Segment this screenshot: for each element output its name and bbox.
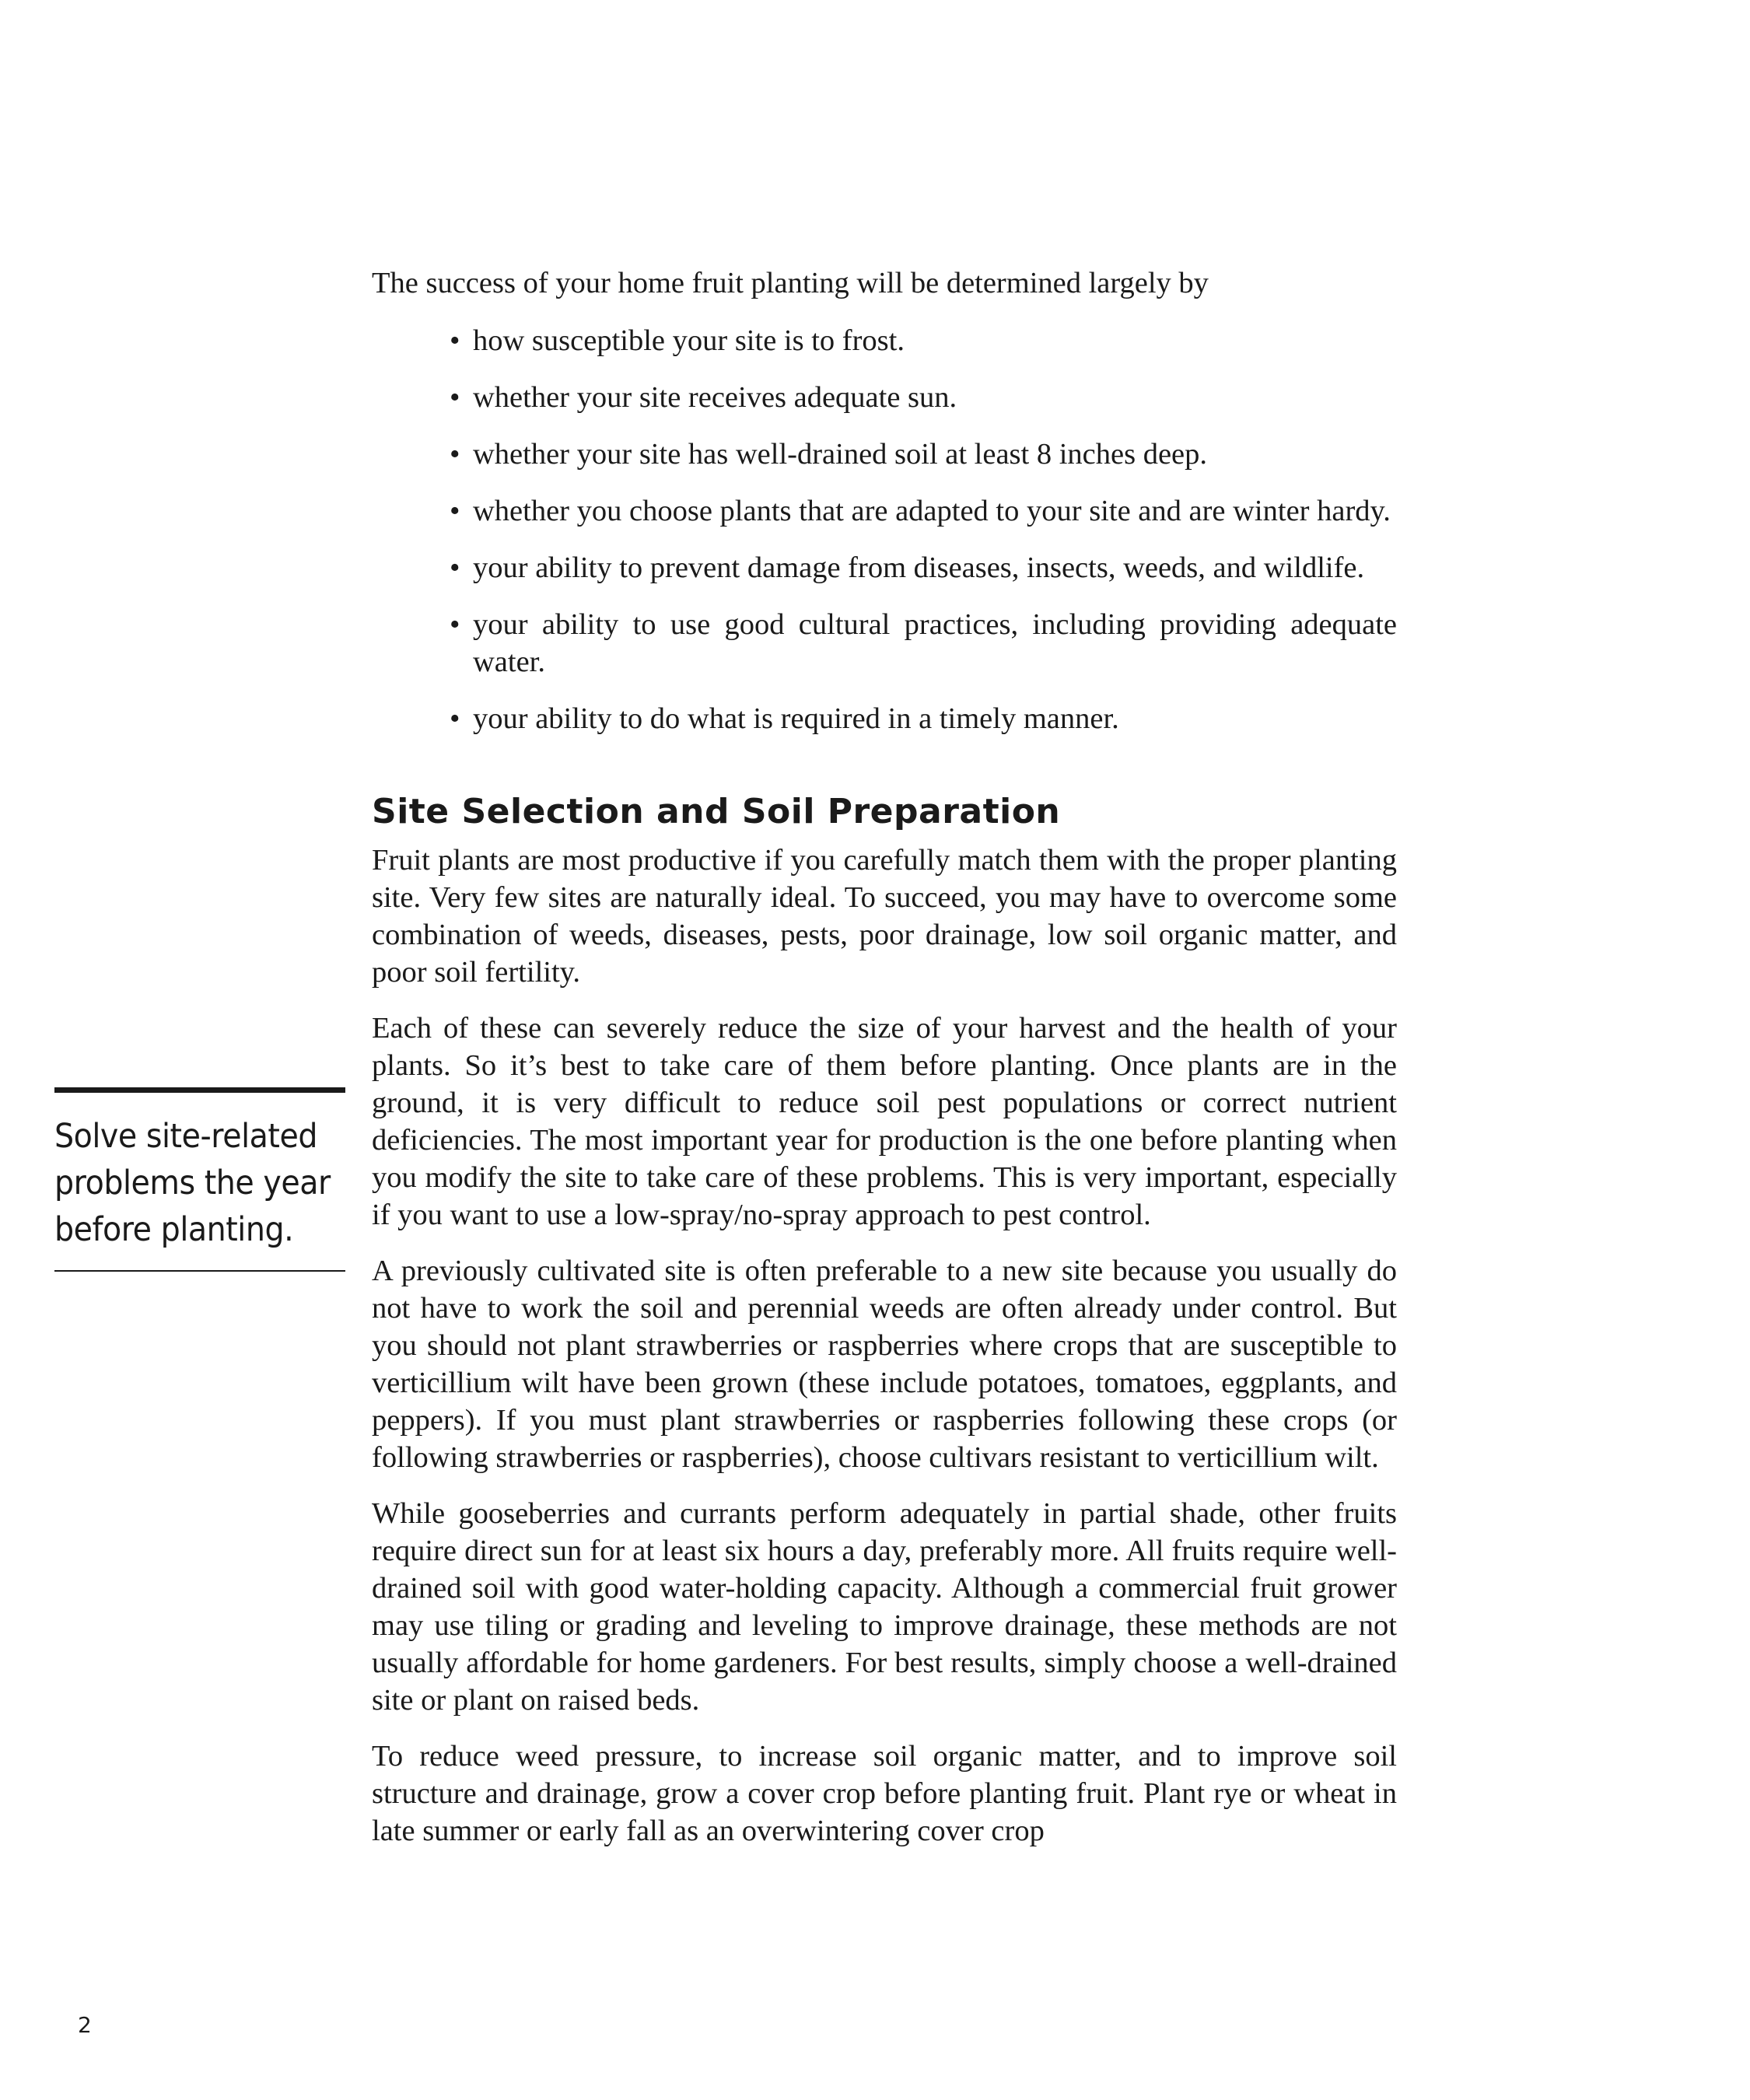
page-number: 2 — [78, 2012, 92, 2038]
bullet-icon: • — [450, 608, 460, 641]
sidebar-callout — [54, 1087, 345, 1272]
bullet-icon: • — [450, 702, 460, 735]
main-column — [372, 264, 1397, 1868]
paragraph-weed-pressure: To reduce weed pressure, to increase soil organic matter, and to improve soil structure and drainage, grow a cover crop before planting fruit. Plant rye or wheat in late summer or early fall as an overwintering cover crop — [372, 1740, 1397, 1847]
bullet-icon: • — [450, 324, 460, 357]
bullet-icon: • — [450, 551, 460, 584]
list-item: • whether your site receives adequate sun. — [450, 379, 1397, 416]
paragraph-fruit-plants: Fruit plants are most productive if you carefully match them with the proper planting site. Very few sites are naturally ideal. To succeed, you may have to overcome some combination of weeds, diseases, pests, poor drainage, low soil organic matter, and poor soil fertility. — [372, 844, 1397, 989]
callout-top-rule — [54, 1087, 345, 1093]
list-item: • whether you choose plants that are adapted to your site and are winter hardy. — [450, 492, 1397, 530]
paragraph-gooseberries: While gooseberries and currants perform adequately in partial shade, other fruits require direct sun for at least six hours a day, preferably more. All fruits require well-drained soil with good water-holding capacity. Although a commercial fruit grower may use tiling or grading and leveling to improve drainage, these methods are not usually affordable for home gardeners. For best results, simply choose a well-drained site or plant on raised beds. — [372, 1497, 1397, 1717]
bullet-icon: • — [450, 381, 460, 414]
paragraph-each-of-these: Each of these can severely reduce the size of your harvest and the health of your plants. So it’s best to take care of them before planting. Once plants are in the ground, it is very difficult to reduce soil pest populations or correct nutrient deficiencies. The most important year for production is the one before planting when you modify the site to take care of these problems. This is very important, especially if you want to use a low-spray/no-spray approach to pest control. — [372, 1012, 1397, 1231]
list-item: • whether your site has well-drained soil at least 8 inches deep. — [450, 436, 1397, 473]
callout-bottom-rule — [54, 1270, 345, 1272]
list-item: • your ability to prevent damage from diseases, insects, weeds, and wildlife. — [450, 549, 1397, 586]
section-heading: Site Selection and Soil Preparation — [372, 792, 1061, 831]
bullet-icon: • — [450, 495, 460, 527]
pull-quote: Solve site-related problems the year before planting. — [54, 1117, 331, 1249]
list-item: • how susceptible your site is to frost. — [450, 322, 1397, 359]
bullet-list — [450, 322, 1397, 737]
list-item: • your ability to do what is required in a timely manner. — [450, 700, 1397, 737]
bullet-icon: • — [450, 438, 460, 471]
intro-text: The success of your home fruit planting will be determined largely by — [372, 267, 1209, 299]
list-item: • your ability to use good cultural practices, including providing adequate water. — [450, 606, 1397, 681]
paragraph-previously-cultivated: A previously cultivated site is often preferable to a new site because you usually do not have to work the soil and perennial weeds are often already under control. But you should not plant strawberries or raspberries where crops that are susceptible to verticillium wilt have been grown (these include potatoes, tomatoes, eggplants, and peppers). If you must plant strawberries or raspberries following these crops (or following strawberries or raspberries), choose cultivars resistant to verticillium wilt. — [372, 1255, 1397, 1474]
